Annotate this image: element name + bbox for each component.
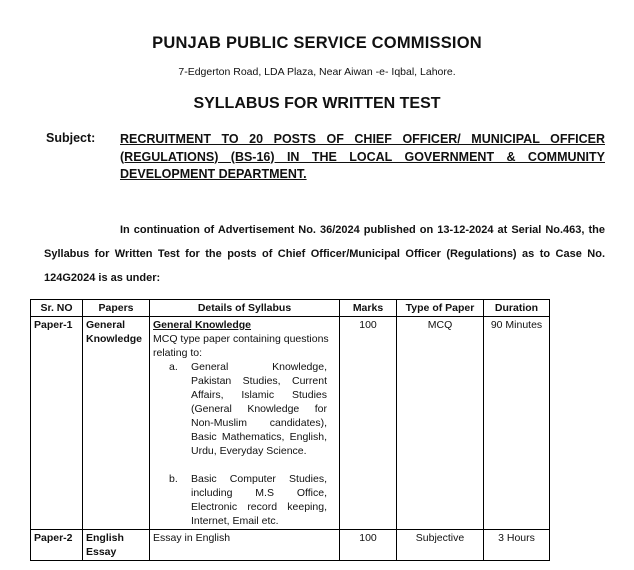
subject-label: Subject: [46, 131, 96, 145]
details-heading: General Knowledge [153, 319, 252, 331]
cell-details [150, 317, 340, 530]
page-title: PUNJAB PUBLIC SERVICE COMMISSION [152, 34, 482, 52]
list-item [153, 360, 336, 458]
syllabus-title: SYLLABUS FOR WRITTEN TEST [193, 95, 441, 112]
header-papers: Papers [83, 300, 150, 317]
list-text: Basic Computer Studies, including M.S Office, Electronic record keeping, Internet, Email etc. [191, 473, 327, 527]
details-intro: MCQ type paper containing questions relating to: [153, 333, 329, 359]
header-details: Details of Syllabus [150, 300, 340, 317]
intro-paragraph: In continuation of Advertisement No. 36/2024 published on 13-12-2024 at Serial No.463, the Syllabus for Written Test for the posts of Chief Officer/Municipal Officer (Regulations) as to Case No. 124G2024 is as under: [44, 224, 605, 284]
subject-text: RECRUITMENT TO 20 POSTS OF CHIEF OFFICER/ MUNICIPAL OFFICER (REGULATIONS) (BS-16) IN THE LOCAL GOVERNMENT & COMMUNITY DEVELOPMENT DEPARTMENT. [120, 132, 605, 181]
header-type: Type of Paper [397, 300, 484, 317]
syllabus-table [30, 299, 550, 561]
header-sr-no: Sr. NO [31, 300, 83, 317]
list-marker: a. [169, 361, 178, 373]
header-duration: Duration [484, 300, 550, 317]
table-row [31, 317, 550, 530]
header-marks: Marks [340, 300, 397, 317]
cell-type: MCQ [397, 317, 484, 530]
table-row [31, 530, 550, 561]
cell-paper: English Essay [83, 530, 150, 561]
table-header-row [31, 300, 550, 317]
cell-details: Essay in English [150, 530, 340, 561]
list-item [153, 472, 336, 528]
address: 7-Edgerton Road, LDA Plaza, Near Aiwan -e- Iqbal, Lahore. [178, 66, 456, 78]
list-marker: b. [169, 473, 178, 485]
cell-duration: 3 Hours [484, 530, 550, 561]
cell-type: Subjective [397, 530, 484, 561]
cell-paper: General Knowledge [83, 317, 150, 530]
cell-sr: Paper-2 [31, 530, 83, 561]
cell-marks: 100 [340, 530, 397, 561]
list-text: General Knowledge, Pakistan Studies, Current Affairs, Islamic Studies (General Knowledge for Non-Muslim candidates), Basic Mathematics, English, Urdu, Everyday Science. [191, 361, 327, 457]
cell-marks: 100 [340, 317, 397, 530]
cell-duration: 90 Minutes [484, 317, 550, 530]
cell-sr: Paper-1 [31, 317, 83, 530]
